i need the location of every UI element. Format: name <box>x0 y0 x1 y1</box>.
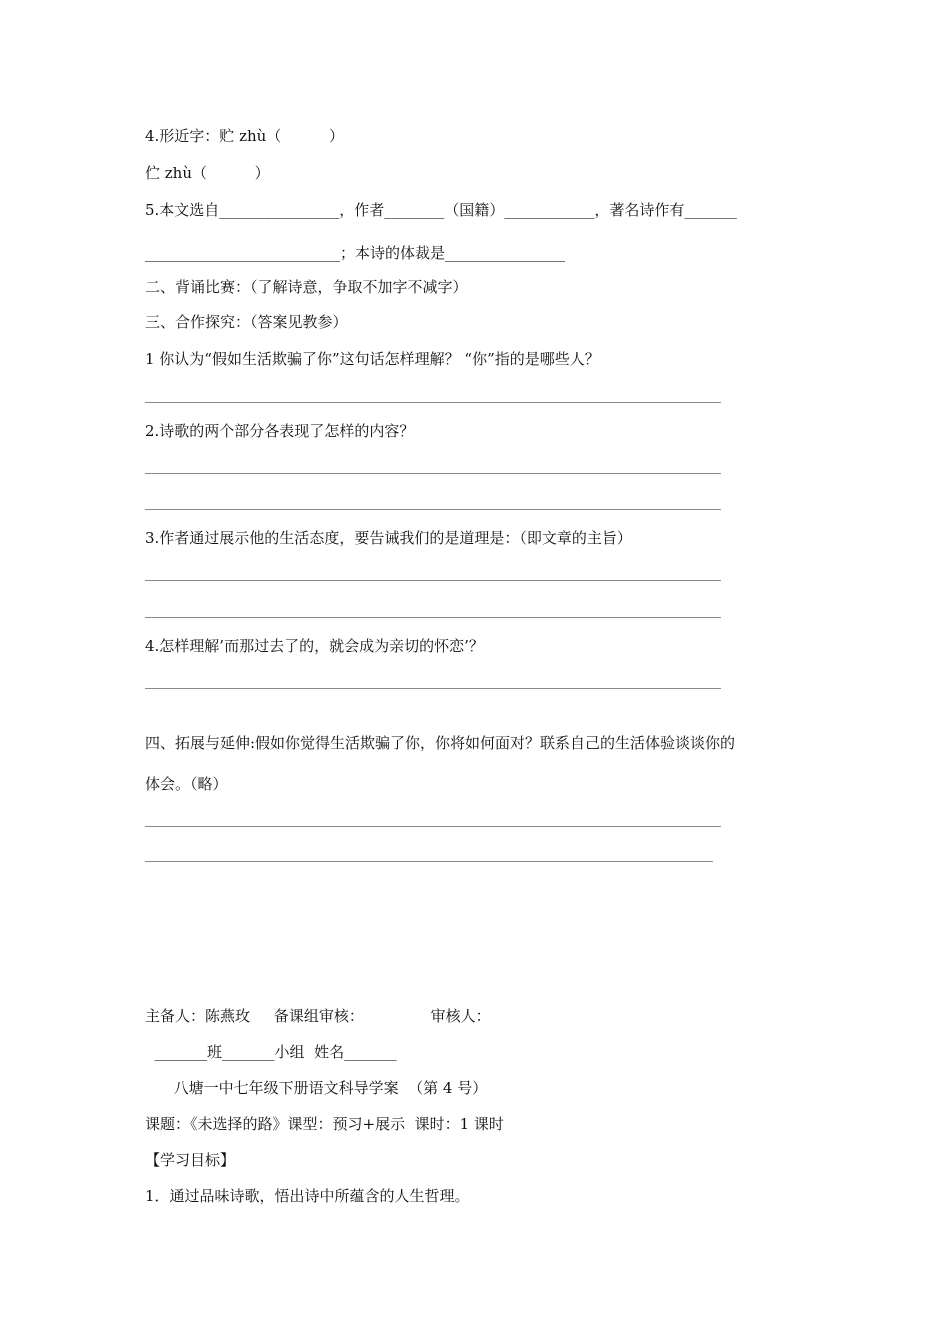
similar-chars-question-2: 伫 zhù（ ） <box>145 164 270 182</box>
objective-1: 1．通过品味诗歌，悟出诗中所蕴含的人生哲理。 <box>145 1187 470 1205</box>
question-2: 2.诗歌的两个部分各表现了怎样的内容？ <box>145 422 415 440</box>
lesson-info: 课题：《未选择的路》课型：预习+展示 课时：1 课时 <box>145 1115 504 1133</box>
answer-line <box>145 617 721 618</box>
source-question-line-1: 5.本文选自________________，作者________（国籍）____________，著名诗作有_______ <box>145 201 737 219</box>
question-1: 1 你认为“假如生活欺骗了你”这句话怎样理解？ “你”指的是哪些人？ <box>145 350 600 368</box>
objectives-heading: 【学习目标】 <box>145 1151 236 1169</box>
preparer-info: 主备人：陈燕玫 备课组审核： 审核人： <box>145 1007 491 1025</box>
question-4: 4.怎样理解’而那过去了的，就会成为亲切的怀恋’？ <box>145 637 484 655</box>
answer-line <box>145 402 721 403</box>
section-cooperative-inquiry: 三、合作探究：（答案见教参） <box>145 313 348 331</box>
answer-line <box>145 580 721 581</box>
answer-line <box>145 826 721 827</box>
question-3: 3.作者通过展示他的生活态度，要告诫我们的是道理是：（即文章的主旨） <box>145 529 632 547</box>
answer-line <box>145 473 721 474</box>
similar-chars-question-1: 4.形近字：贮 zhù（ ） <box>145 127 344 145</box>
doc-title: 八塘一中七年级下册语文科导学案 （第 4 号） <box>145 1079 488 1097</box>
source-question-line-2: __________________________；本诗的体裁是________________ <box>145 244 566 262</box>
class-info: _______班_______小组 姓名_______ <box>145 1043 397 1061</box>
answer-line <box>145 688 721 689</box>
section-recitation: 二、背诵比赛：（了解诗意，争取不加字不减字） <box>145 278 468 296</box>
extension-question-line-1: 四、拓展与延伸:假如你觉得生活欺骗了你，你将如何面对？联系自己的生活体验谈谈你的 <box>145 734 736 752</box>
answer-line <box>145 509 721 510</box>
extension-question-line-2: 体会。（略） <box>145 775 228 793</box>
answer-line <box>145 861 713 862</box>
